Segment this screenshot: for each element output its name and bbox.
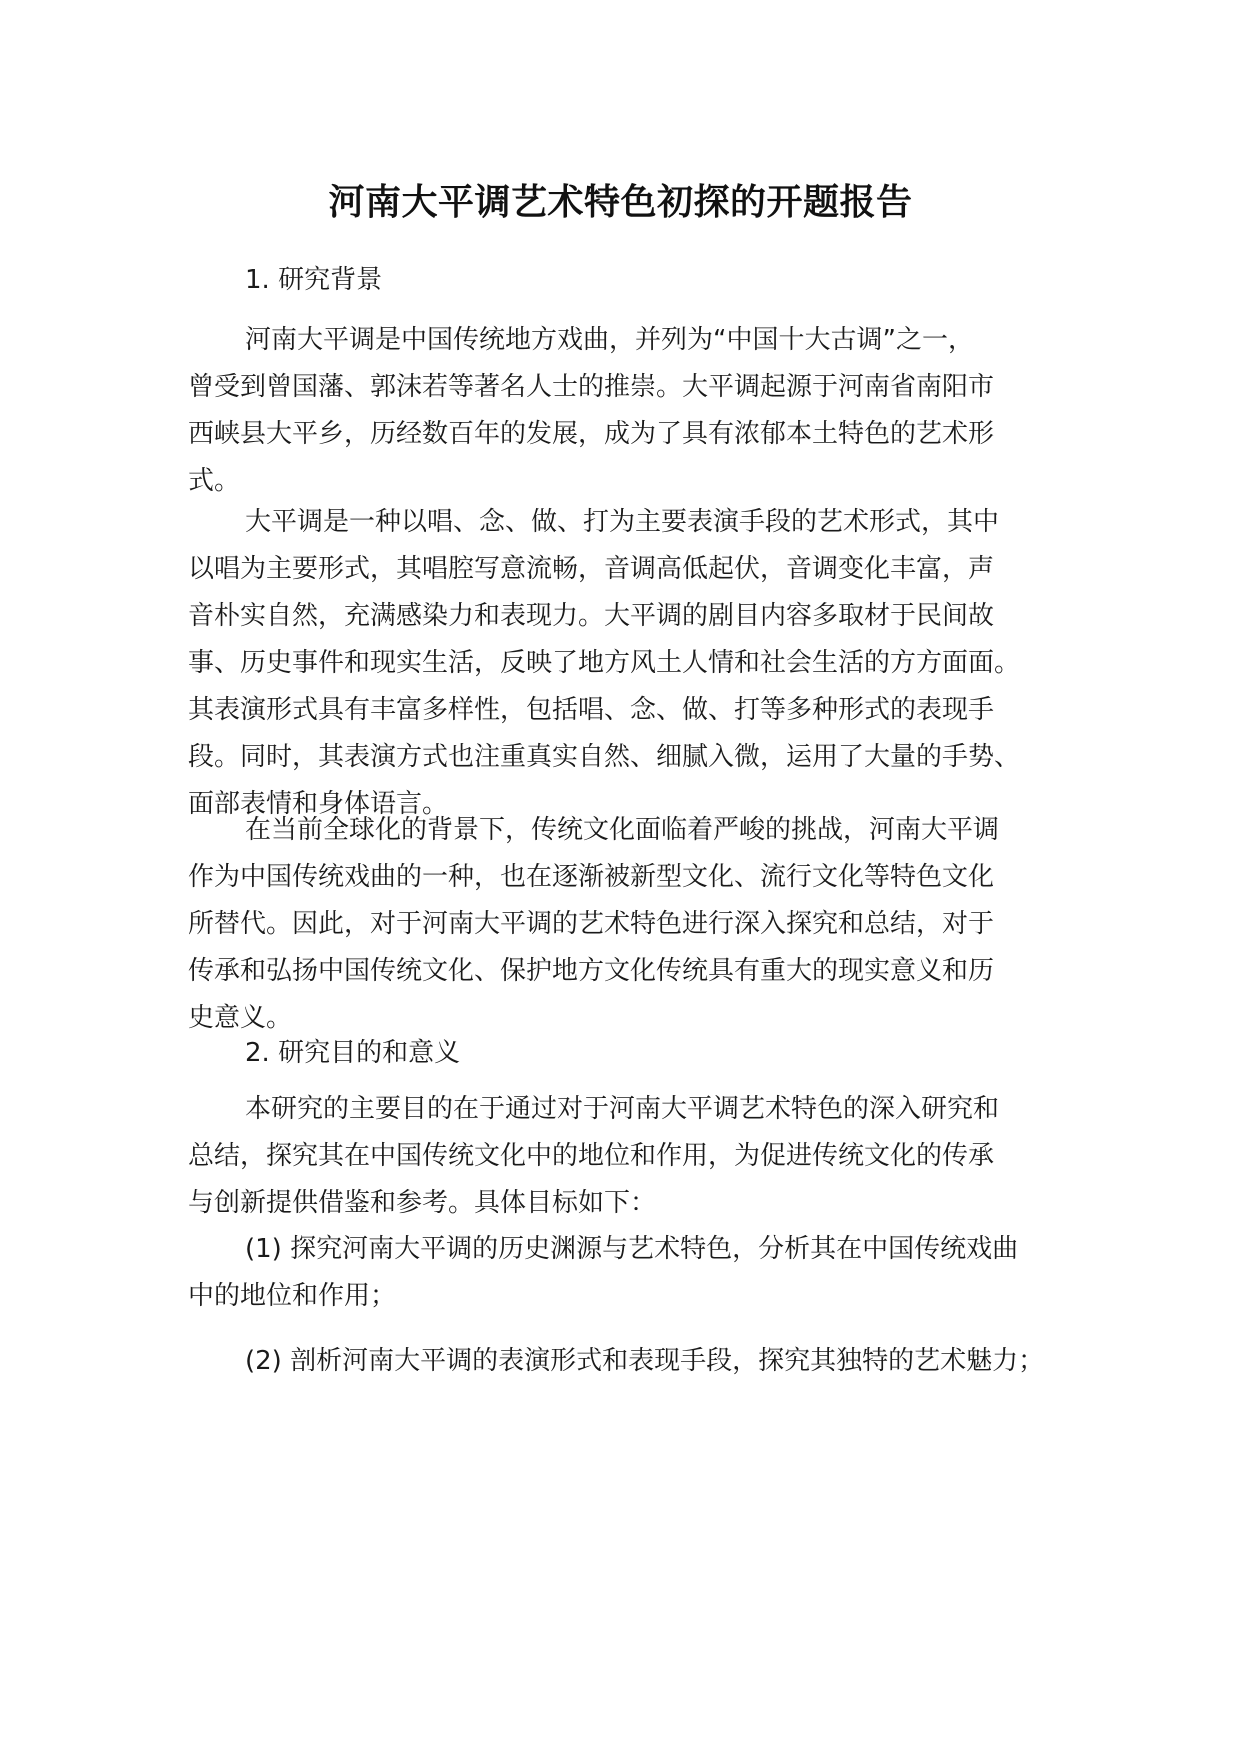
paragraph-line: 作为中国传统戏曲的一种，也在逐渐被新型文化、流行文化等特色文化: [188, 862, 995, 892]
paragraph-line: 河南大平调是中国传统地方戏曲，并列为“中国十大古调”之一，: [245, 325, 974, 355]
paragraph-line: 史意义。: [188, 1003, 293, 1033]
paragraph: [188, 1086, 1088, 1227]
document-title: 河南大平调艺术特色初探的开题报告: [328, 182, 913, 223]
list-item-line: (2) 剖析河南大平调的表演形式和表现手段，探究其独特的艺术魅力；: [245, 1346, 1045, 1376]
section-heading: 2. 研究目的和意义: [245, 1038, 461, 1068]
paragraph-line: 音朴实自然，充满感染力和表现力。大平调的剧目内容多取材于民间故: [188, 601, 995, 631]
paragraph-line: 以唱为主要形式，其唱腔写意流畅，音调高低起伏，音调变化丰富，声: [188, 554, 995, 584]
paragraph-line: 西峡县大平乡，历经数百年的发展，成为了具有浓郁本土特色的艺术形: [188, 419, 995, 449]
paragraph-line: 曾受到曾国藩、郭沫若等著名人士的推崇。大平调起源于河南省南阳市: [188, 372, 995, 402]
paragraph: [188, 807, 1088, 1042]
list-item: [188, 1338, 1088, 1385]
paragraph-line: 传承和弘扬中国传统文化、保护地方文化传统具有重大的现实意义和历: [188, 956, 995, 986]
section-heading: 1. 研究背景: [245, 265, 383, 295]
paragraph-line: 其表演形式具有丰富多样性，包括唱、念、做、打等多种形式的表现手: [188, 695, 995, 725]
list-item-line: (1) 探究河南大平调的历史渊源与艺术特色，分析其在中国传统戏曲: [245, 1234, 1019, 1264]
paragraph-line: 段。同时，其表演方式也注重真实自然、细腻入微，运用了大量的手势、: [188, 742, 1021, 772]
paragraph-line: 本研究的主要目的在于通过对于河南大平调艺术特色的深入研究和: [245, 1094, 1000, 1124]
paragraph-line: 所替代。因此，对于河南大平调的艺术特色进行深入探究和总结，对于: [188, 909, 995, 939]
section-1-heading-block: [188, 257, 1088, 304]
paragraph-line: 式。: [188, 466, 241, 496]
section-2-heading-block: [188, 1030, 1088, 1077]
paragraph-line: 面部表情和身体语言。: [188, 789, 449, 819]
list-item: [188, 1226, 1088, 1320]
list-item-line: 中的地位和作用；: [188, 1281, 397, 1311]
paragraph: [188, 317, 1088, 505]
paragraph-line: 总结，探究其在中国传统文化中的地位和作用，为促进传统文化的传承: [188, 1141, 995, 1171]
paragraph-line: 事、历史事件和现实生活，反映了地方风土人情和社会生活的方方面面。: [188, 648, 1021, 678]
paragraph-line: 大平调是一种以唱、念、做、打为主要表演手段的艺术形式，其中: [245, 507, 1000, 537]
paragraph: [188, 499, 1088, 828]
paragraph-line: 在当前全球化的背景下，传统文化面临着严峻的挑战，河南大平调: [245, 815, 1000, 845]
paragraph-line: 与创新提供借鉴和参考。具体目标如下：: [188, 1188, 657, 1218]
